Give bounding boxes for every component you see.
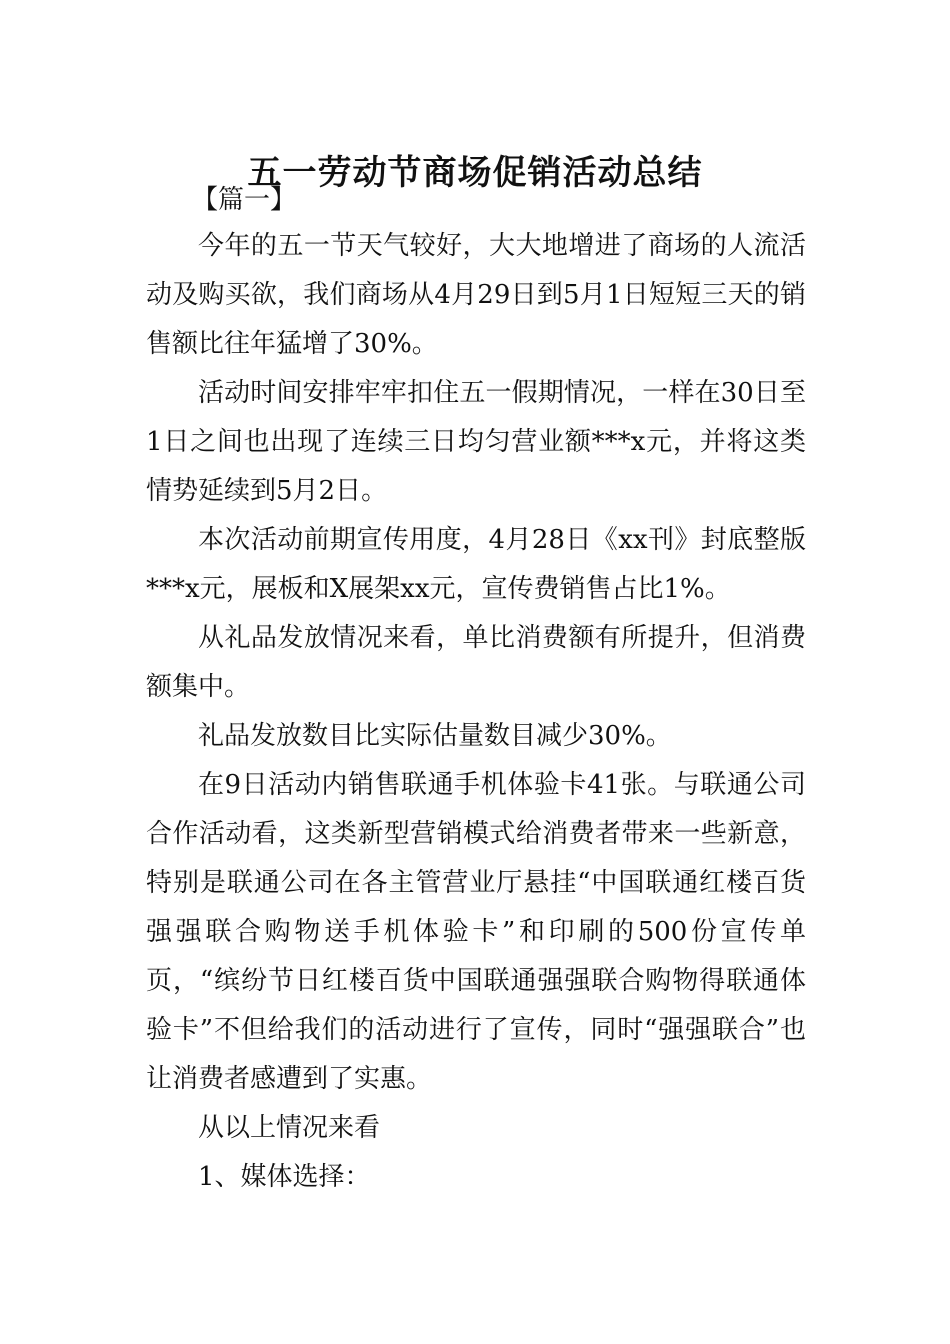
paragraph-7: 从以上情况来看: [198, 1113, 381, 1143]
paragraph-6: 在9日活动内销售联通手机体验卡41张。与联通公司合作活动看，这类新型营销模式给消费者带来一些新意，特别是联通公司在各主管营业厅悬挂“中国联通红楼百货强强联合购物送手机体验卡”和印刷的500份宣传单页，“缤纷节日红楼百货中国联通强强联合购物得联通体验卡”不但给我们的活动进行了宣传，同时“强强联合”也让消费者感遭到了实惠。: [146, 770, 806, 1094]
paragraph-3: 本次活动前期宣传用度，4月28日《xx刊》封底整版***x元，展板和X展架xx元，宣传费销售占比1%。: [146, 525, 806, 604]
document-title: 五一劳动节商场促销活动总结: [247, 152, 703, 193]
paragraph-5: 礼品发放数目比实际估量数目减少30%。: [198, 721, 672, 751]
paragraph-4: 从礼品发放情况来看，单比消费额有所提升，但消费额集中。: [146, 623, 806, 702]
paragraph-2: 活动时间安排牢牢扣住五一假期情况，一样在30日至1日之间也出现了连续三日均匀营业额***x元，并将这类情势延续到5月2日。: [146, 378, 806, 506]
section-label: 【篇一】: [192, 185, 297, 215]
document-body: [146, 222, 806, 1202]
paragraph-1: 今年的五一节天气较好，大大地增进了商场的人流活动及购买欲，我们商场从4月29日到5月1日短短三天的销售额比往年猛增了30%。: [146, 231, 806, 359]
paragraph-8: 1、媒体选择：: [198, 1162, 371, 1192]
